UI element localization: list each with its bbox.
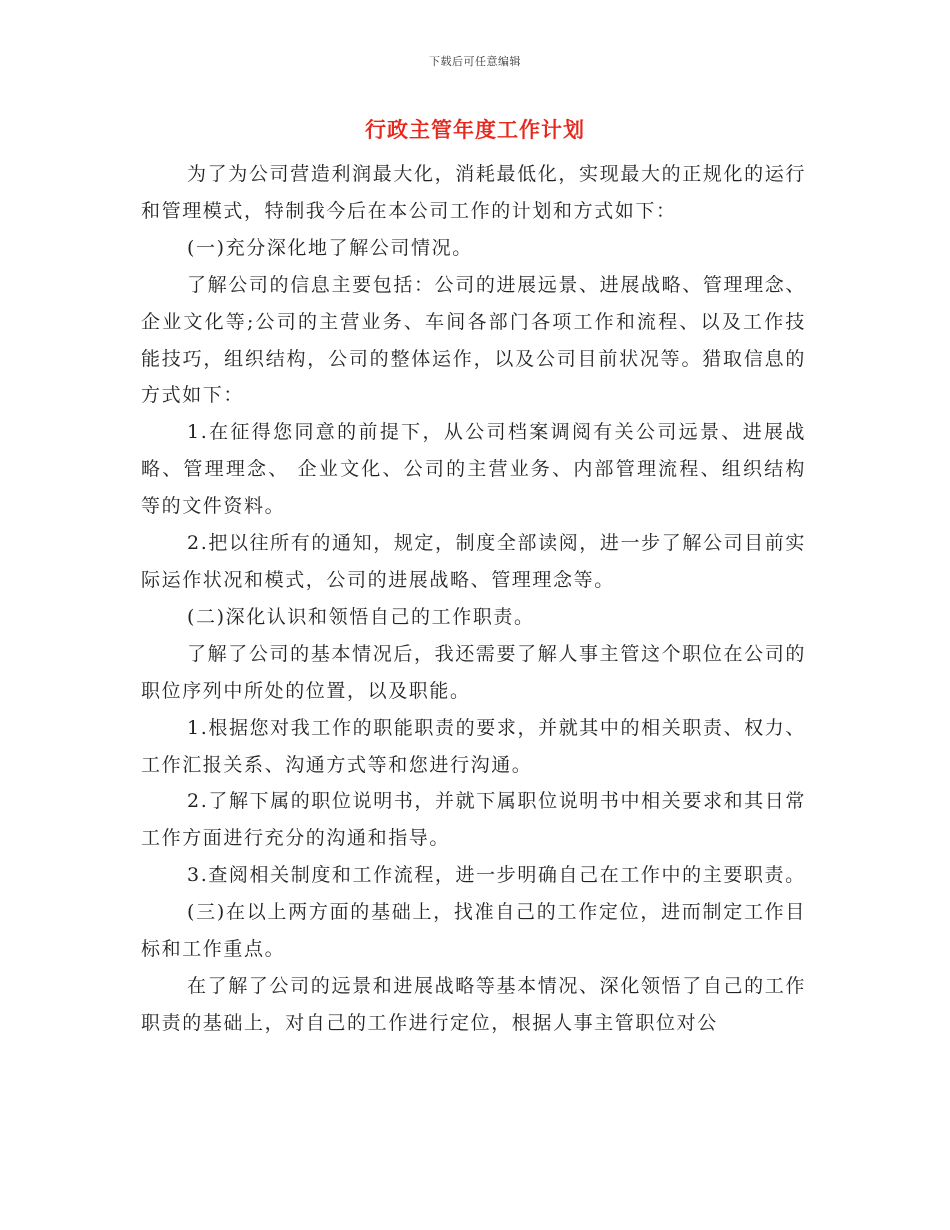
section-heading-3: (三)在以上两方面的基础上，找准自己的工作定位，进而制定工作目标和工作重点。 <box>141 901 806 961</box>
paragraph: 了解公司的信息主要包括：公司的进展远景、进展战略、管理理念、企业文化等;公司的主营业务、车间各部门各项工作和流程、以及工作技能技巧，组织结构，公司的整体运作，以及公司目前状况等。猎取信息的方式如下： <box>141 273 806 407</box>
section-heading-2: (二)深化认识和领悟自己的工作职责。 <box>187 605 535 628</box>
list-item: 3.查阅相关制度和工作流程，进一步明确自己在工作中的主要职责。 <box>187 864 806 887</box>
section-heading-1: (一)充分深化地了解公司情况。 <box>187 236 473 259</box>
list-item: 1.在征得您同意的前提下，从公司档案调阅有关公司远景、进展战略、管理理念、 企业文化、公司的主营业务、内部管理流程、组织结构等的文件资料。 <box>141 421 806 518</box>
list-item: 2.了解下属的职位说明书，并就下属职位说明书中相关要求和其日常工作方面进行充分的沟通和指导。 <box>141 790 806 850</box>
document-body <box>141 156 806 1042</box>
paragraph-intro: 为了为公司营造利润最大化，消耗最低化，实现最大的正规化的运行和管理模式，特制我今后在本公司工作的计划和方式如下： <box>141 163 806 222</box>
paragraph: 了解了公司的基本情况后，我还需要了解人事主管这个职位在公司的职位序列中所处的位置，以及职能。 <box>141 642 806 702</box>
paragraph: 在了解了公司的远景和进展战略等基本情况、深化领悟了自己的工作职责的基础上，对自己的工作进行定位，根据人事主管职位对公 <box>141 974 806 1034</box>
document-title: 行政主管年度工作计划 <box>365 118 585 142</box>
list-item: 2.把以往所有的通知，规定，制度全部读阅，进一步了解公司目前实际运作状况和模式，公司的进展战略、管理理念等。 <box>141 532 806 591</box>
page-header-note: 下载后可任意编辑 <box>429 55 521 68</box>
list-item: 1.根据您对我工作的职能职责的要求，并就其中的相关职责、权力、工作汇报关系、沟通方式等和您进行沟通。 <box>141 716 806 776</box>
